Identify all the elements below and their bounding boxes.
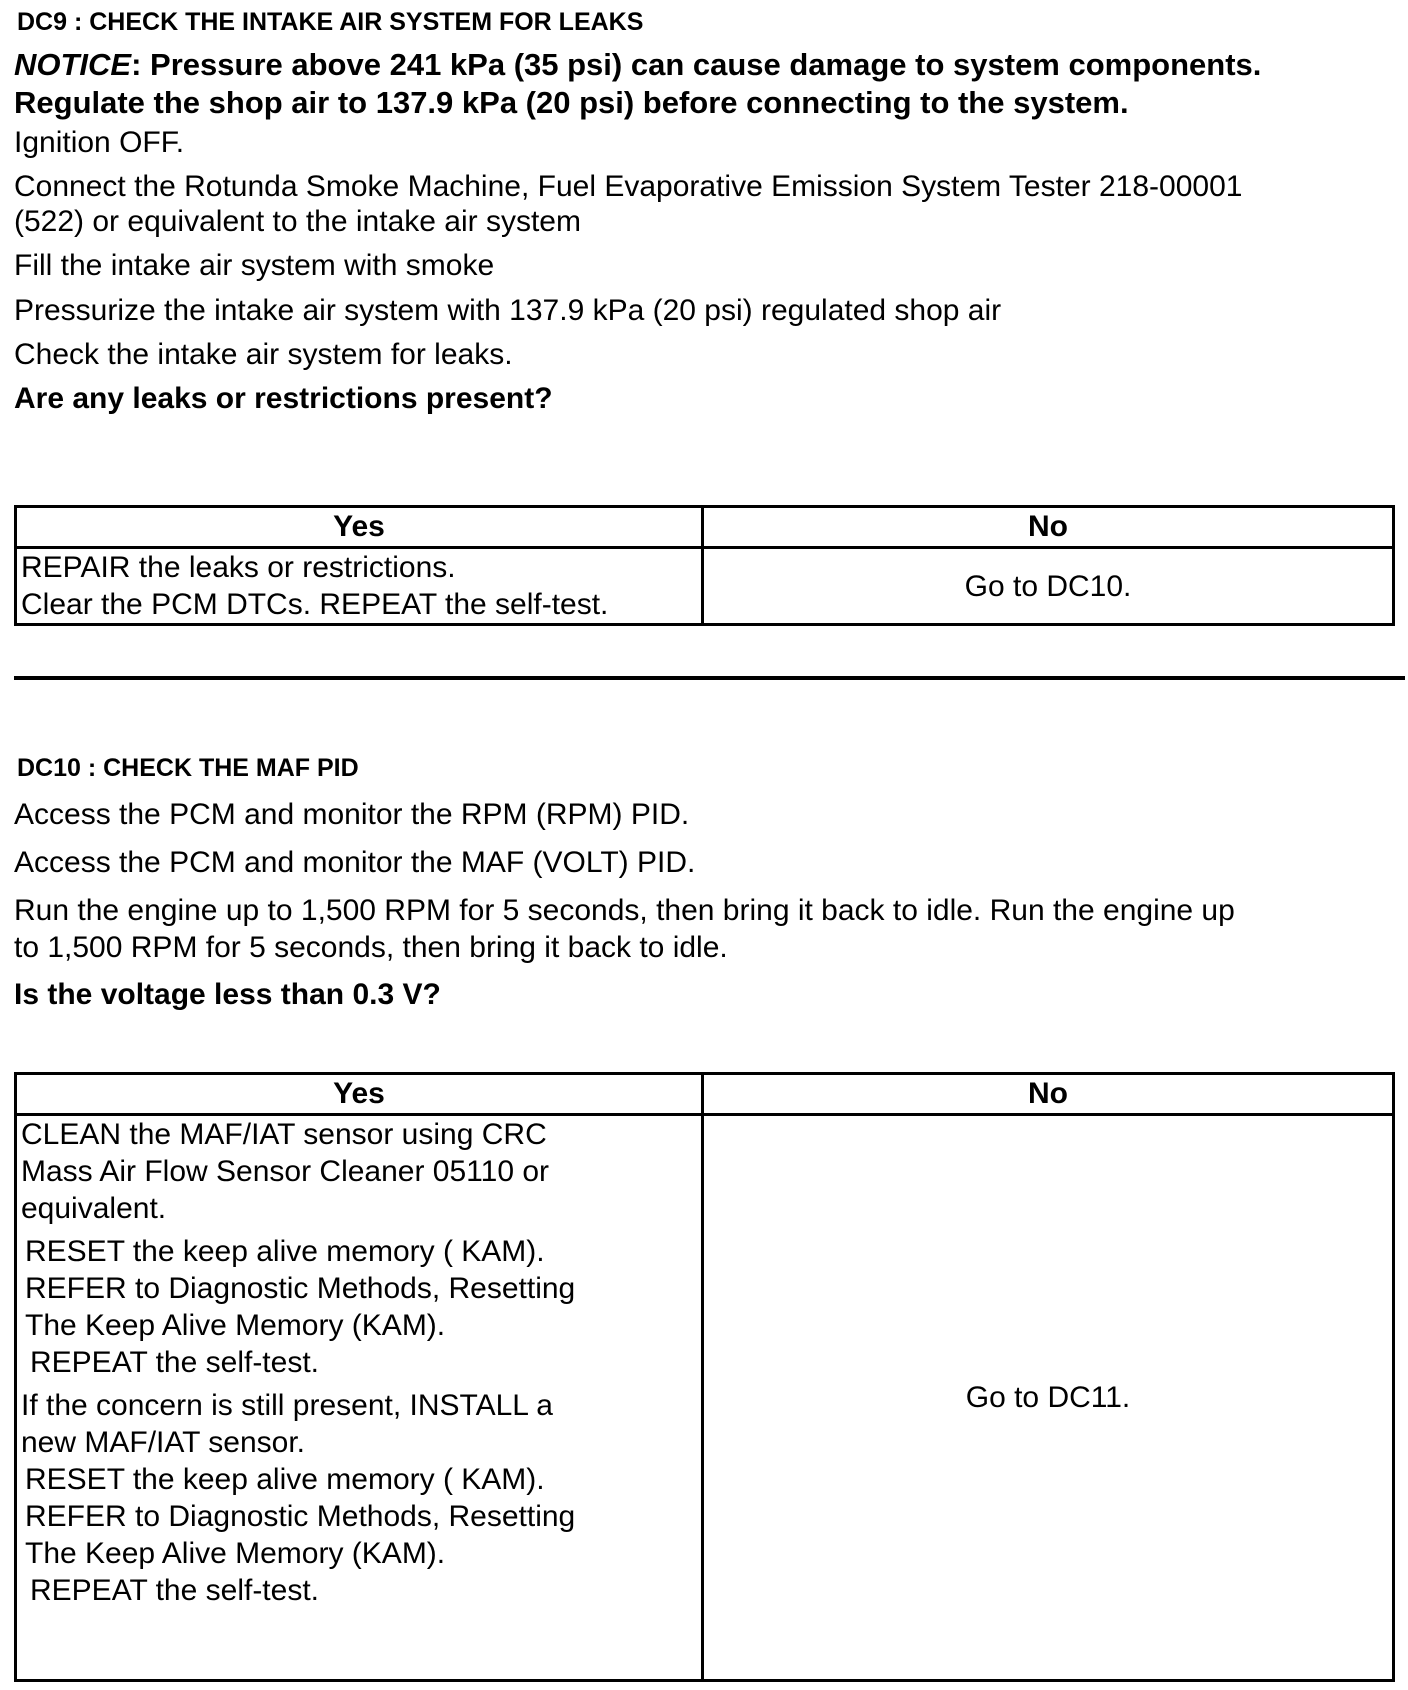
dc10-table-body-row [16, 1115, 1394, 1681]
dc9-table-header-row [16, 507, 1394, 548]
dc9-yes-no-table [14, 505, 1395, 626]
dc10-yes-line-5: REFER to Diagnostic Methods, Resetting [25, 1272, 576, 1305]
dc10-yes-line-13: REPEAT the self-test. [30, 1574, 319, 1607]
dc10-yes-line-10: RESET the keep alive memory ( KAM). [25, 1463, 545, 1496]
dc10-step-3-cont: to 1,500 RPM for 5 seconds, then bring it back to idle. [14, 931, 728, 964]
dc10-yes-line-8: If the concern is still present, INSTALL a [21, 1389, 553, 1422]
dc9-step-3: Fill the intake air system with smoke [14, 249, 495, 282]
dc10-step-2: Access the PCM and monitor the MAF (VOLT) PID. [14, 846, 696, 879]
dc9-step-2: Connect the Rotunda Smoke Machine, Fuel Evaporative Emission System Tester 218-00001 [14, 170, 1243, 203]
dc10-yes-line-1: CLEAN the MAF/IAT sensor using CRC [21, 1118, 547, 1151]
dc9-no-header: No [703, 507, 1394, 548]
dc10-yes-no-table [14, 1072, 1395, 1682]
dc10-yes-line-2: Mass Air Flow Sensor Cleaner 05110 or [21, 1155, 550, 1188]
dc10-no-header: No [703, 1074, 1394, 1115]
dc10-heading: DC10 : CHECK THE MAF PID [17, 754, 359, 782]
dc10-no-cell: Go to DC11. [703, 1115, 1394, 1681]
dc10-question: Is the voltage less than 0.3 V? [14, 978, 441, 1011]
notice-label: NOTICE [14, 47, 132, 82]
dc10-step-1: Access the PCM and monitor the RPM (RPM) PID. [14, 798, 690, 831]
dc10-step-3: Run the engine up to 1,500 RPM for 5 seconds, then bring it back to idle. Run the engine up [14, 894, 1235, 927]
dc10-yes-line-6: The Keep Alive Memory (KAM). [25, 1309, 446, 1342]
dc10-yes-line-3: equivalent. [21, 1192, 167, 1225]
dc9-yes-line-2: Clear the PCM DTCs. REPEAT the self-test. [21, 588, 609, 621]
dc10-yes-line-4: RESET the keep alive memory ( KAM). [25, 1235, 545, 1268]
dc10-yes-line-9: new MAF/IAT sensor. [21, 1426, 305, 1459]
dc9-yes-header: Yes [16, 507, 703, 548]
dc10-yes-line-11: REFER to Diagnostic Methods, Resetting [25, 1500, 576, 1533]
dc9-yes-line-1: REPAIR the leaks or restrictions. [21, 551, 456, 584]
notice-line-1 [14, 46, 1261, 84]
dc9-step-5: Check the intake air system for leaks. [14, 338, 513, 371]
notice-text-1: : Pressure above 241 kPa (35 psi) can cause damage to system components. [131, 47, 1262, 82]
notice-line-2: Regulate the shop air to 137.9 kPa (20 psi) before connecting to the system. [14, 85, 1129, 120]
dc9-table-body-row [16, 548, 1394, 625]
dc9-question: Are any leaks or restrictions present? [14, 382, 553, 415]
dc9-step-4: Pressurize the intake air system with 137.9 kPa (20 psi) regulated shop air [14, 294, 1002, 327]
dc10-yes-line-7: REPEAT the self-test. [30, 1346, 319, 1379]
dc10-yes-cell [16, 1115, 703, 1681]
dc9-step-2-cont: (522) or equivalent to the intake air system [14, 205, 581, 238]
dc10-yes-line-12: The Keep Alive Memory (KAM). [25, 1537, 446, 1570]
dc9-heading: DC9 : CHECK THE INTAKE AIR SYSTEM FOR LEAKS [17, 8, 644, 36]
dc10-table-header-row [16, 1074, 1394, 1115]
dc9-step-1: Ignition OFF. [14, 126, 185, 159]
dc9-no-cell: Go to DC10. [703, 548, 1394, 625]
dc9-yes-cell [16, 548, 703, 625]
notice-block [14, 46, 1261, 122]
section-divider [14, 676, 1405, 680]
dc10-yes-header: Yes [16, 1074, 703, 1115]
